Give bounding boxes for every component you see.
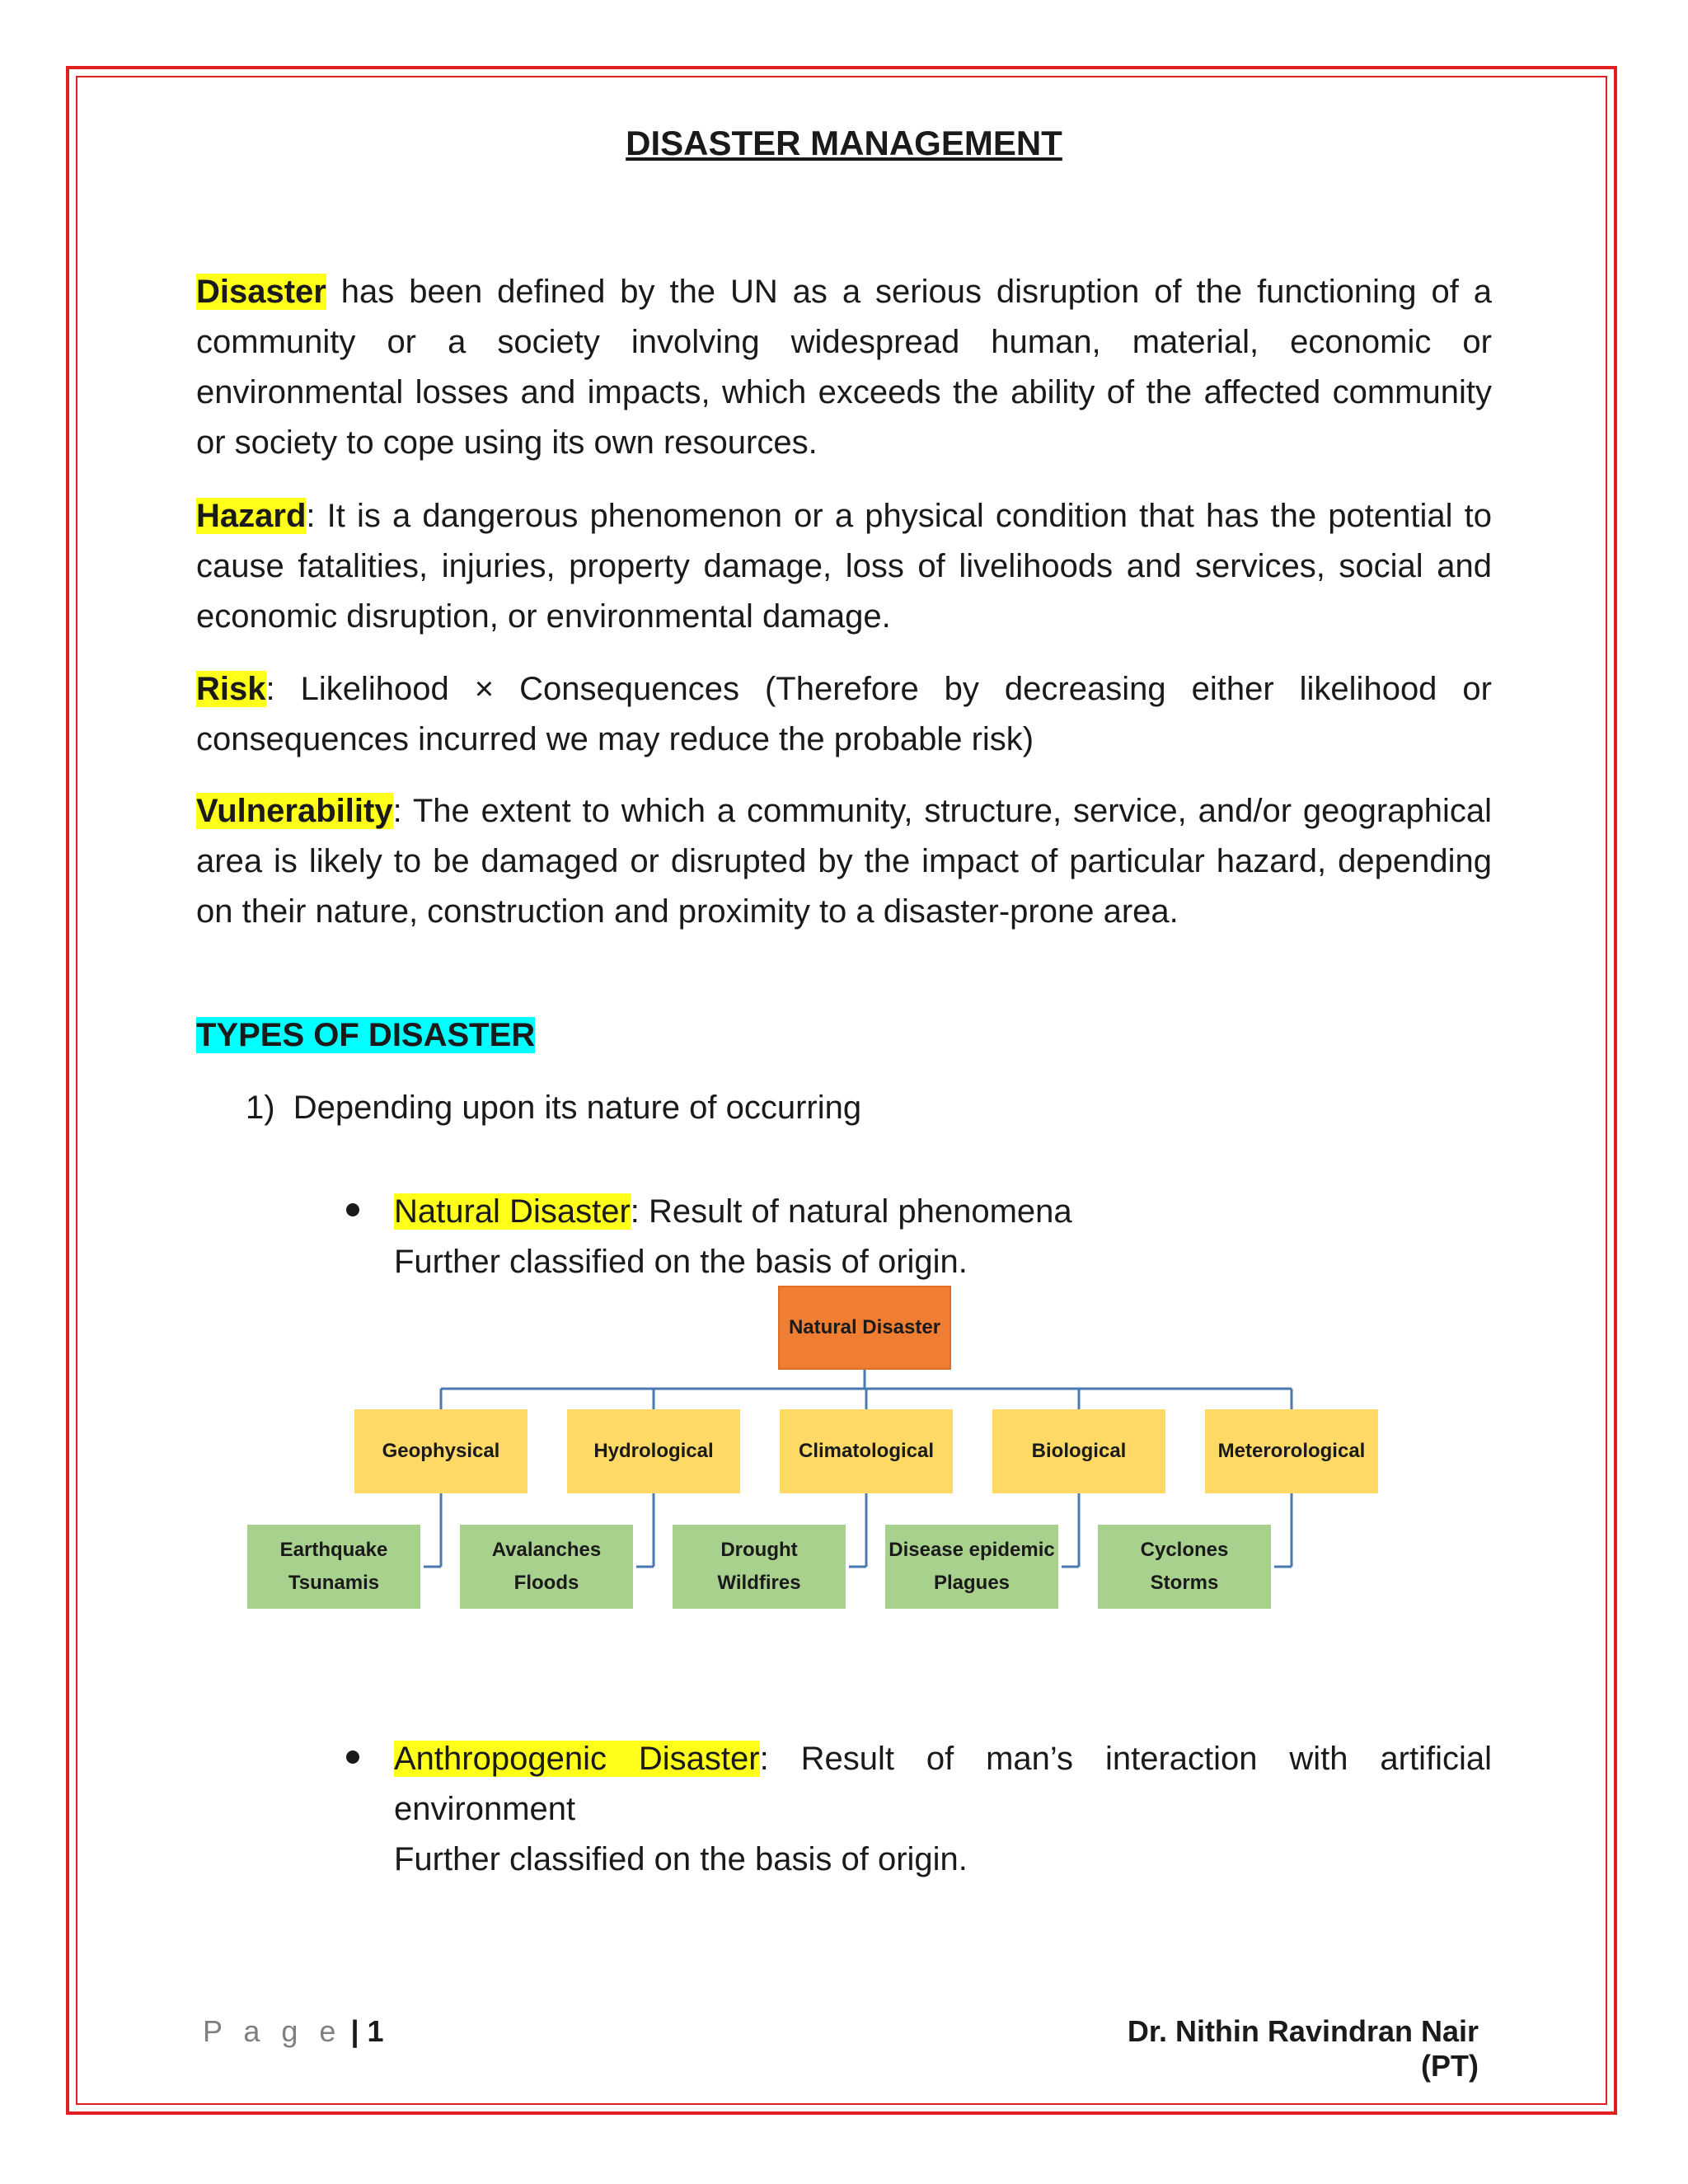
natural-disaster-subtext: Further classified on the basis of origin.	[394, 1244, 968, 1280]
natural-disaster-text: : Result of natural phenomena	[630, 1193, 1072, 1230]
vulnerability-term: Vulnerability	[196, 793, 393, 829]
diagram-leaf-item: Storms	[1150, 1572, 1219, 1594]
hazard-definition	[196, 491, 1492, 642]
page-title: DISASTER MANAGEMENT	[626, 124, 1062, 162]
diagram-leaf-meterorological	[1098, 1525, 1271, 1609]
disaster-text: has been defined by the UN as a serious disruption of the functioning of a community or a society involving widespread human, material, economic or environmental losses and impacts, which exceeds the ability of the affected community or society to cope using its own resources.	[196, 274, 1492, 461]
page-label: P a g e	[203, 2014, 343, 2048]
types-heading: TYPES OF DISASTER	[196, 1017, 536, 1053]
risk-text: : Likelihood × Consequences (Therefore by decreasing either likelihood or consequences incurred we may reduce the probable risk)	[196, 671, 1492, 757]
diagram-leaf-item: Drought	[720, 1539, 798, 1561]
diagram-leaf-item: Avalanches	[491, 1539, 602, 1561]
vulnerability-definition	[196, 786, 1492, 937]
diagram-category-meterorological	[1205, 1409, 1378, 1493]
diagram-root-label: Natural Disaster	[788, 1316, 941, 1338]
hazard-text: : It is a dangerous phenomenon or a physical condition that has the potential to cause fatalities, injuries, property damage, loss of livelihoods and services, social and economic disruption, or environmental damage.	[196, 498, 1492, 635]
vulnerability-text: : The extent to which a community, structure, service, and/or geographical area is likely to be damaged or disrupted by the impact of particular hazard, depending on their nature, construction and proximity to a disaster-prone area.	[196, 793, 1492, 930]
page-number: 1	[367, 2014, 384, 2048]
diagram-category-label: Climatological	[798, 1440, 935, 1462]
risk-definition	[196, 664, 1492, 765]
diagram-root	[778, 1286, 951, 1370]
anthropogenic-disaster-item	[394, 1734, 1492, 1885]
disaster-definition	[196, 267, 1492, 468]
diagram-leaf-climatological	[673, 1525, 846, 1609]
diagram-leaf-item: Floods	[513, 1572, 579, 1594]
diagram-leaf-hydrological	[460, 1525, 633, 1609]
diagram-category-geophysical	[354, 1409, 528, 1493]
list-item-nature: 1) Depending upon its nature of occurring	[246, 1090, 862, 1126]
diagram-category-label: Hydrological	[593, 1440, 714, 1462]
natural-disaster-diagram	[239, 1286, 1409, 1640]
anthropogenic-disaster-subtext: Further classified on the basis of origin.	[394, 1841, 968, 1877]
diagram-category-climatological	[780, 1409, 953, 1493]
types-heading-line	[196, 1010, 1492, 1061]
diagram-category-hydrological	[567, 1409, 740, 1493]
diagram-leaf-item: Plagues	[933, 1572, 1010, 1594]
diagram-leaf-item: Wildfires	[717, 1572, 801, 1594]
natural-disaster-term: Natural Disaster	[394, 1193, 631, 1230]
bullet-anthropogenic	[346, 1750, 359, 1764]
bullet-natural	[346, 1203, 359, 1216]
risk-term: Risk	[196, 671, 266, 707]
diagram-leaf-item: Disease epidemic	[889, 1539, 1055, 1561]
diagram-leaf-item: Tsunamis	[288, 1572, 380, 1594]
diagram-category-label: Meterorological	[1217, 1440, 1366, 1462]
diagram-leaf-item: Earthquake	[279, 1539, 388, 1561]
anthropogenic-disaster-term: Anthropogenic Disaster	[394, 1741, 760, 1777]
diagram-leaf-biological	[885, 1525, 1058, 1609]
page-footer-number	[203, 2014, 384, 2049]
diagram-category-label: Geophysical	[382, 1440, 500, 1462]
hazard-term: Hazard	[196, 498, 307, 534]
diagram-leaf-geophysical	[247, 1525, 420, 1609]
disaster-term: Disaster	[196, 274, 326, 310]
anthropogenic-disaster-text: : Result of man’s interaction with artificial environment	[394, 1741, 1493, 1827]
page-footer-author: Dr. Nithin Ravindran Nair (PT)	[1127, 2014, 1479, 2083]
page-separator: |	[342, 2014, 368, 2048]
diagram-category-biological	[992, 1409, 1165, 1493]
diagram-category-label: Biological	[1031, 1440, 1127, 1462]
natural-disaster-item	[394, 1187, 1492, 1287]
diagram-leaf-item: Cyclones	[1140, 1539, 1229, 1561]
